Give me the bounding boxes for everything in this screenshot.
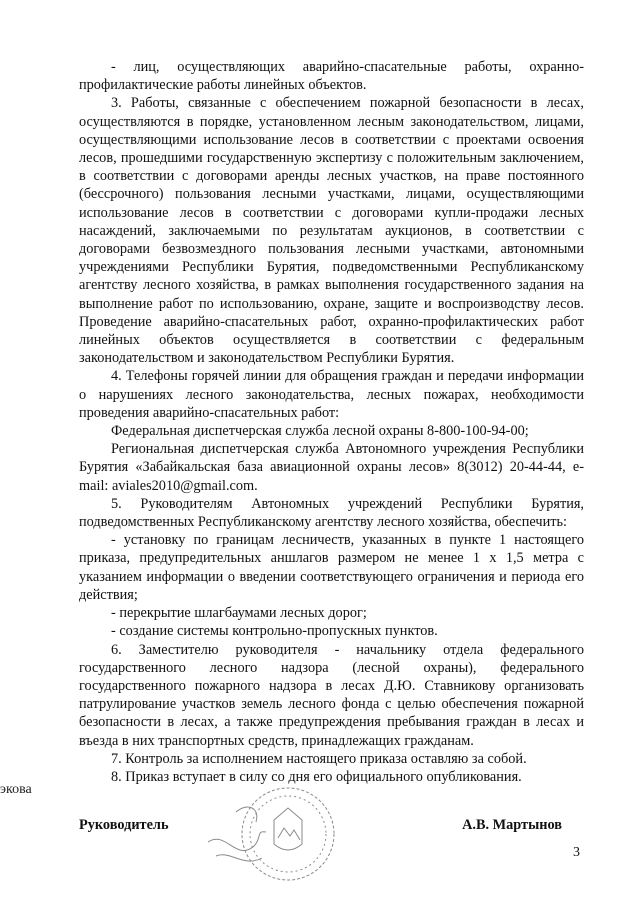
- paragraph-checkpoints: - создание системы контрольно-пропускных пунктов.: [111, 623, 438, 640]
- paragraph-federal-hotline: Федеральная диспетчерская служба лесной охраны 8-800-100-94-00;: [111, 423, 529, 440]
- paragraph-regional-hotline: Региональная диспетчерская служба Автономного учреждения Республики Бурятия «Забайкальская база авиационной охраны лесов» 8(3012) 20-44-44, e-mail: aviales2010@gmail.com.: [79, 441, 584, 494]
- signature-block: [79, 817, 584, 837]
- paragraph-lists-tail: - лиц, осуществляющих аварийно-спасательные работы, охранно-профилактические работы линейных объектов.: [79, 59, 584, 94]
- paragraph-item-8: 8. Приказ вступает в силу со дня его официального опубликования.: [111, 768, 522, 785]
- paragraph-item-7: 7. Контроль за исполнением настоящего приказа оставляю за собой.: [111, 750, 527, 767]
- paragraph-item-4: 4. Телефоны горячей линии для обращения граждан и передачи информации о нарушениях лесного законодательства, лесных пожарах, необходимости проведения аварийно-спасательных работ:: [79, 368, 584, 421]
- paragraph-item-3: 3. Работы, связанные с обеспечением пожарной безопасности в лесах, осуществляются в порядке, установленном лесным законодательством, лицами, осуществляющими использование лесов в соответствии с проектами освоения лесов, прошедшими государственную экспертизу с положительным заключением, в соответствии с договорами аренды лесных участков, на праве постоянного (бессрочного) пользования лесными участками, лицами, осуществляющими использование лесов в соответствии с договорами купли-продажи лесных насаждений, заключаемыми по результатам аукционов, в соответствии с договорами безвозмездного пользования лесными участками, автономными учреждениями Республики Бурятия, подведомственными Республиканскому агентству лесного хозяйства, в рамках выполнения государственного задания на выполнение работ по использованию, охране, защите и воспроизводству лесов. Проведение аварийно-спасательных работ, охранно-профилактических работ линейных объектов осуществляется в соответствии с федеральным законодательством и законодательством Республики Бурятия.: [79, 95, 584, 367]
- paragraph-item-5: 5. Руководителям Автономных учреждений Республики Бурятия, подведомственных Республиканскому агентству лесного хозяйства, обеспечить:: [79, 495, 584, 531]
- signature-title: Руководитель: [79, 817, 169, 833]
- paragraph-barriers: - перекрытие шлагбаумами лесных дорог;: [111, 605, 367, 622]
- signature-name: А.В. Мартынов: [462, 817, 562, 833]
- document-body: [79, 58, 584, 786]
- paragraph-item-6: 6. Заместителю руководителя - начальнику отдела федерального государственного лесного надзора (лесной охраны), федерального государственного пожарного надзора в лесах Д.Ю. Ставникову организовать патрулирование участков земель лесного фонда с целью обеспечения пожарной безопасности в лесах, а также предупреждения пребывания граждан в лесах и въезда в них транспортных средств, принадлежащих гражданам.: [79, 641, 584, 749]
- paragraph-signs: - установку по границам лесничеств, указанных в пункте 1 настоящего приказа, предупредительных аншлагов размером не менее 1 х 1,5 метра с указанием информации о введении соответствующего ограничения и периода его действия;: [79, 532, 584, 603]
- margin-note: экова: [0, 782, 32, 797]
- page-number: 3: [573, 845, 580, 860]
